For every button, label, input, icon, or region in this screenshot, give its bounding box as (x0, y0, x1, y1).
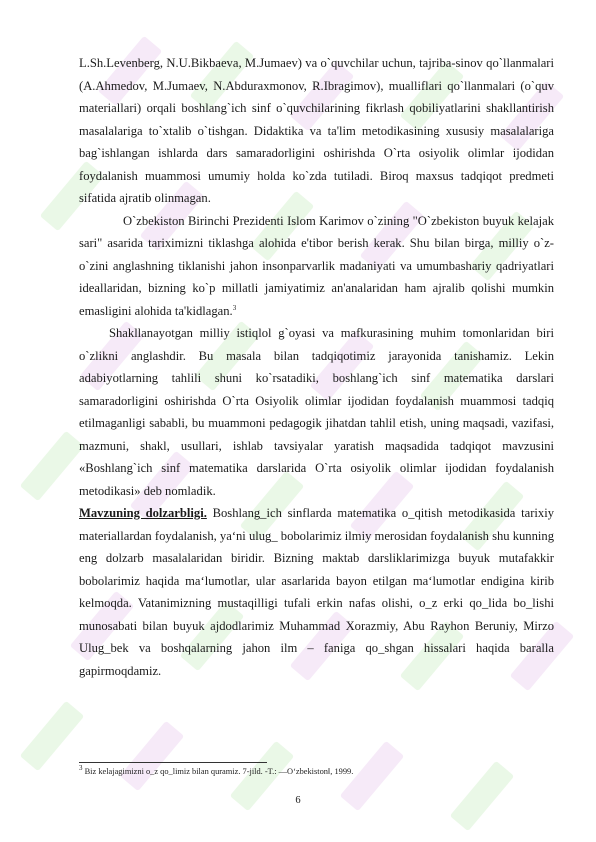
paragraph (79, 210, 554, 323)
footnote-divider (79, 762, 267, 763)
section-heading: Mavzuning dolzarbligi. (79, 506, 207, 520)
paragraph-text: Boshlang_ich sinflarda matematika o_qitish metodikasida tarixiy materiallardan foydalanish, ya‘ni ulug_ bobolarimiz ilmiy merosidan foydalanish shu kunning eng dolzarb masalalaridan biridir. Bizning maktab darsliklarimizga buyuk mutafakkir bobolarimiz haqida ma‘lumotlar, ular asarlarida bayon etilgan ma‘lumotlar endigina kirib kelmoqda. Vatanimizning mustaqilligi tufali erkin nafas olishi, o_z erki qo_lida bo_lishi munosabati bilan buyuk ajdodlarimiz Muhammad Xorazmiy, Abu Rayhon Beruniy, Mirzo Ulug_bek va boshqalarning jahon ilm – faniga qo_shgan hissalari haqida baralla gapirmoqdamiz. (79, 506, 554, 678)
watermark-mark (20, 431, 85, 502)
paragraph-text: O`zbekiston Birinchi Prezidenti Islom Karimov o`zining "O`zbekiston buyuk kelajak sari" asarida tariximizni tiklashga alohida e'tibor berish kerak. Shu bilan birga, milliy o`z-o`zini anglashning tiklanishi jahon insonparvarlik madaniyati va umumbashariy qadriyatlari ideallaridan, bizning ko`p millatli jamiyatimiz an'analaridan ham ajralib qolishi mumkin emasligini alohida ta'kidlagan. (79, 213, 554, 318)
footnote-reference[interactable]: 3 (232, 303, 237, 312)
body-text (79, 52, 554, 682)
watermark-mark (120, 721, 185, 792)
paragraph (79, 502, 554, 682)
footnote-text: Biz kelajagimizni o_z qo_limiz bilan quramiz. 7-jild. -T.: ―O‘zbekiston‖, 1999. (82, 767, 354, 776)
paragraph: L.Sh.Levenberg, N.U.Bikbaeva, M.Jumaev) va o`quvchilar uchun, tajriba-sinov qo`llanmalari (A.Ahmedov, M.Jumaev, N.Abduraxmonov, R.Ibragimov), mualliflari qo`llanmalari (o`quv materiallari) orqali boshlang`ich sinf o`quvchilarining fikrlash qobiliyatlarini shakllantirish masalalariga to`xtalib o`tishgan. Didaktika va ta'lim metodikasining xususiy masalalariga bag`ishlangan ishlarda dars samaradorligini oshirishda O`rta osiyolik olimlar ijodidan foydalanish muammosi umumiy holda ko`zda tutiladi. Biroq maxsus tadqiqot predmeti sifatida ajratib olinmagan. (79, 56, 554, 205)
page-number: 6 (295, 795, 301, 806)
footnote-marker: 3 (79, 764, 83, 773)
watermark-mark (20, 701, 85, 772)
paragraph: Shakllanayotgan milliy istiqlol g`oyasi va mafkurasining muhim tomonlaridan biri o`zlikni anglashdir. Bu masala bilan tadqiqotimiz jarayonida tanishamiz. Lekin adabiyotlarning tahlili shuni ko`rsatadiki, boshlang`ich sinf matematika darslari samaradorligini oshirishda O`rta Osiyolik olimlar ijodidan foydalanish muammosi tadqiq etilmaganligi sababli, bu muammoni pedagogik jihatdan tahlil etish, uning maqsadi, vazifasi, mazmuni, shakl, usullari, ishlab tavsiyalar yaratish maqsadida tadqiqot mavzusini «Boshlang`ich sinf matematika darslarida O`rta osiyolik olimlar ijodidan foydalanish metodikasi» deb nomladik. (79, 326, 554, 498)
footnote (79, 766, 554, 777)
